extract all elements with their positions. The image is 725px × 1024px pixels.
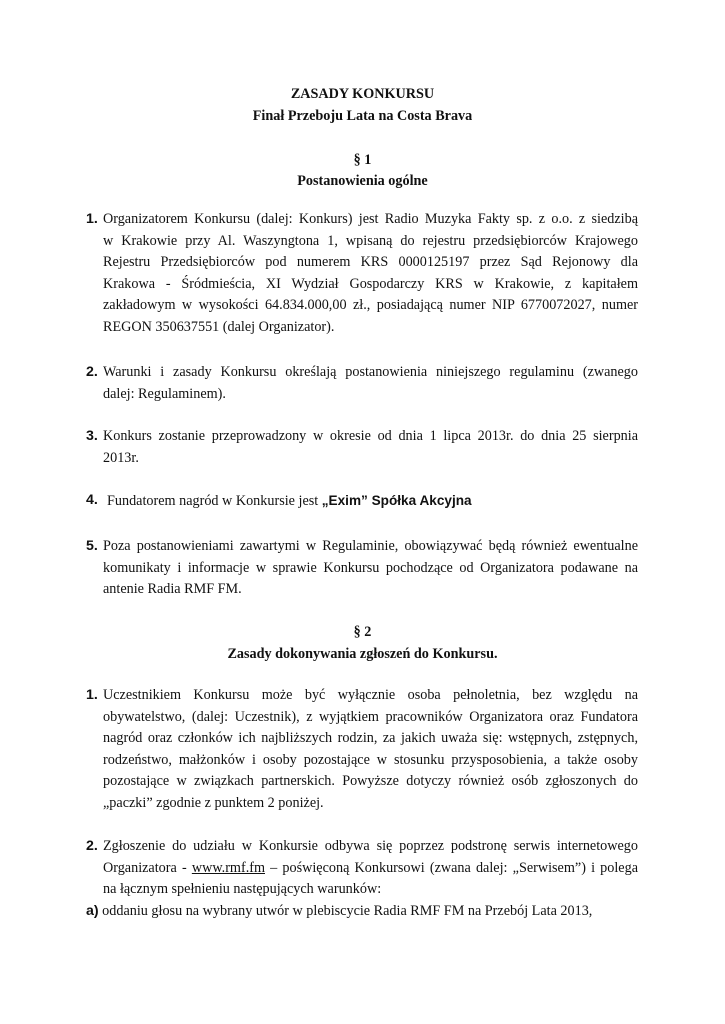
subitem-letter: a): [86, 903, 99, 919]
item-line: Uczestnikiem Konkursu może być wyłącznie osoba pełnoletnia, bez względu na: [103, 687, 638, 703]
item-line: komunikaty i informacje w sprawie Konkursu pochodzące od Organizatora podawane na: [103, 559, 638, 576]
section-1-heading: Postanowienia ogólne: [297, 173, 428, 189]
item-line: Krakowa - Śródmieścia, XI Wydział Gospodarczy KRS w Krakowie, z kapitałem: [103, 275, 638, 292]
item-body: [103, 536, 638, 601]
item-line: obywatelstwo, (dalej: Uczestnik), z wyjątkiem pracowników Organizatora oraz Fundatora: [103, 708, 638, 725]
sponsor-name: „Exim” Spółka Akcyjna: [321, 493, 472, 508]
item-line: Rejestru Przedsiębiorców pod numerem KRS 0000125197 przez Sąd Rejonowy dla: [103, 254, 638, 271]
section-1-item-4: [86, 490, 638, 513]
item-line: nagród oraz członków ich najbliższych rodzin, za jakich uważa się: wstępnych, zstępnych,: [103, 730, 638, 747]
item-line: 2013r.: [103, 449, 139, 466]
item-body: [103, 209, 638, 339]
section-2-subitem-a: [86, 901, 646, 923]
subitem-text: oddaniu głosu na wybrany utwór w plebiscycie Radia RMF FM na Przebój Lata 2013,: [98, 903, 593, 919]
section-1-item-3: [86, 426, 638, 469]
rmf-website-link[interactable]: www.rmf.fm: [191, 859, 265, 876]
item-line: [103, 858, 638, 880]
item-text: – poświęconą Konkursowi (zwana dalej: „Serwisem”) i polega: [265, 859, 638, 876]
item-text: Fundatorem nagród w Konkursie jest: [107, 493, 322, 509]
item-line: pozostające w związkach partnerskich. Powyższe dotyczy również osób zgłoszonych do: [103, 773, 638, 790]
section-2-item-2: [86, 836, 638, 901]
item-line: „paczki” zgodnie z punktem 2 poniżej.: [103, 794, 324, 811]
item-number: 4.: [86, 492, 98, 508]
section-2-item-1: [86, 685, 638, 815]
item-number: 2.: [86, 838, 98, 854]
item-number: 5.: [86, 538, 98, 554]
section-2-symbol: § 2: [353, 624, 372, 640]
item-body: [103, 362, 638, 405]
section-1-item-1: [86, 209, 638, 339]
item-body: [103, 685, 638, 815]
item-line: rodzeństwo, małżonków i osoby pozostające w stosunku przysposobienia, a także osoby: [103, 751, 638, 768]
item-number: 3.: [86, 428, 98, 444]
item-number: 1.: [86, 687, 98, 703]
item-line: antenie Radia RMF FM.: [103, 581, 242, 598]
item-number: 1.: [86, 211, 98, 227]
section-2-heading: Zasady dokonywania zgłoszeń do Konkursu.: [227, 646, 498, 662]
item-number: 2.: [86, 364, 98, 380]
item-line: Poza postanowieniami zawartymi w Regulaminie, obowiązywać będą również ewentualne: [103, 538, 638, 554]
item-body: [107, 490, 638, 513]
item-body: [103, 426, 638, 469]
document-title: ZASADY KONKURSU: [290, 86, 435, 102]
item-line: Konkurs zostanie przeprowadzony w okresie od dnia 1 lipca 2013r. do dnia 25 sierpnia: [103, 428, 638, 444]
item-line: Warunki i zasady Konkursu określają postanowienia niniejszego regulaminu (zwanego: [103, 364, 638, 380]
section-1-symbol: § 1: [353, 152, 372, 168]
document-subtitle: Finał Przeboju Lata na Costa Brava: [252, 108, 473, 124]
item-line: dalej: Regulaminem).: [103, 385, 226, 402]
item-line: Zgłoszenie do udziału w Konkursie odbywa się poprzez podstronę serwis internetowego: [103, 838, 638, 854]
section-1-item-2: [86, 362, 638, 405]
item-line: REGON 350637551 (dalej Organizator).: [103, 318, 335, 335]
item-line: w Krakowie przy Al. Waszyngtona 1, wpisaną do rejestru przedsiębiorców Krajowego: [103, 232, 638, 249]
item-line: na łącznym spełnieniu następujących warunków:: [103, 881, 382, 898]
item-body: [103, 836, 638, 901]
item-text: Organizatora -: [103, 859, 192, 876]
item-line: zakładowym w wysokości 64.834.000,00 zł., posiadającą numer NIP 6770072027, numer: [103, 297, 638, 314]
section-1-item-5: [86, 536, 638, 601]
item-line: Organizatorem Konkursu (dalej: Konkurs) jest Radio Muzyka Fakty sp. z o.o. z siedzibą: [103, 211, 638, 227]
